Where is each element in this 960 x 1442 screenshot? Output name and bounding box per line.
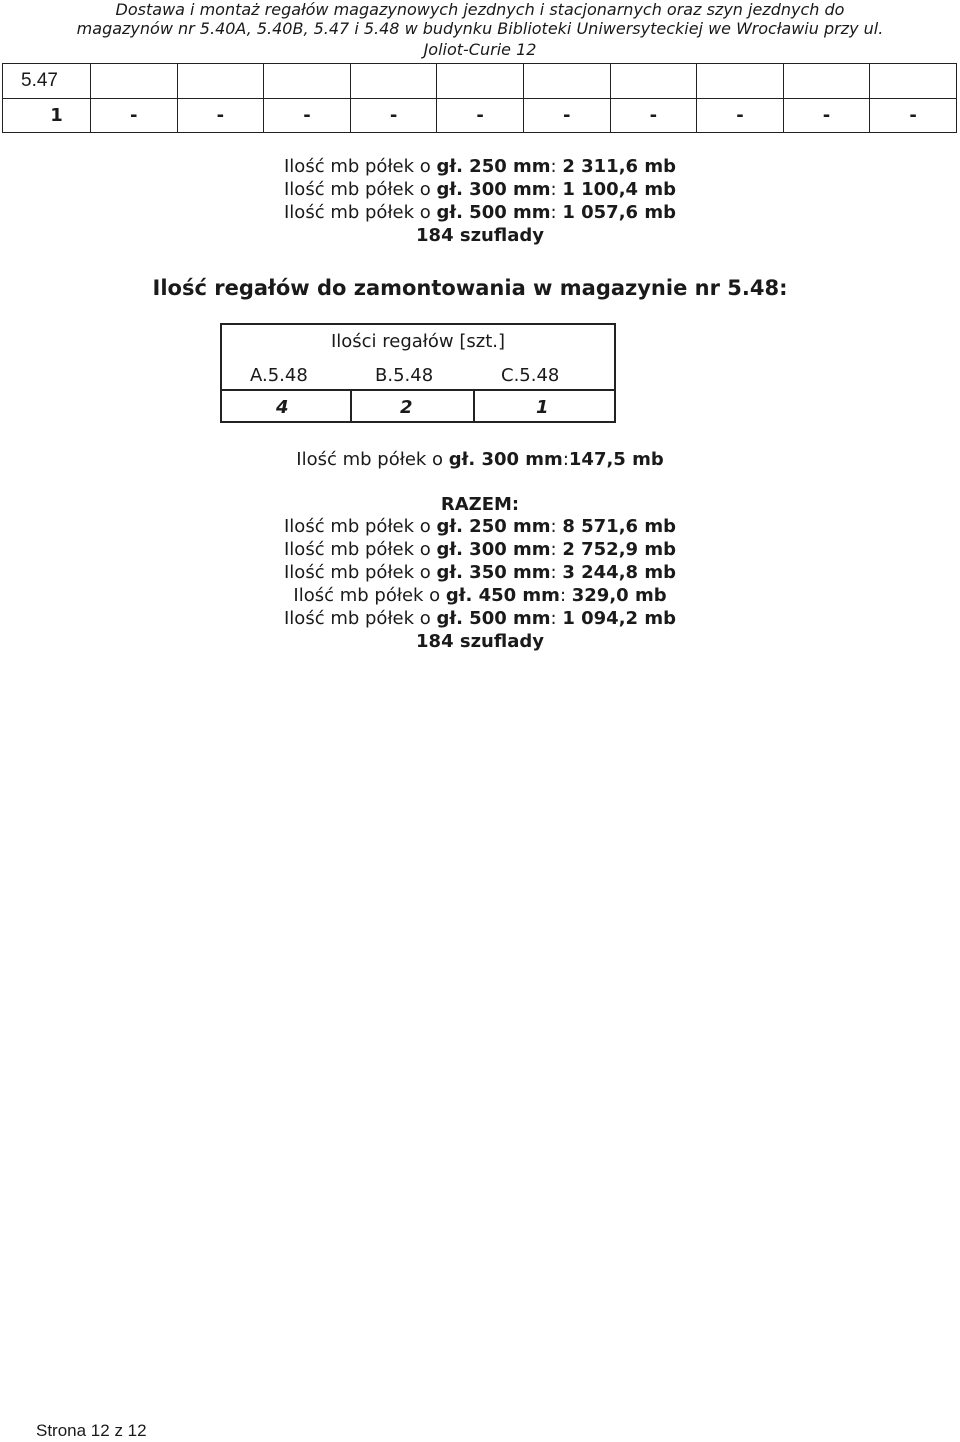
table-cell: -	[523, 99, 610, 133]
storage-547-table	[2, 63, 957, 133]
table-cell: -	[437, 99, 524, 133]
table-cell: -	[350, 99, 437, 133]
table-cell: 1	[536, 397, 549, 418]
table-cell: 2	[400, 397, 413, 418]
total-line: Ilość mb półek o gł. 250 mm: 8 571,6 mb	[284, 516, 676, 537]
table-header: Ilości regałów [szt.]	[330, 331, 506, 352]
header-line-3: Joliot-Curie 12	[423, 40, 537, 59]
table-cell: 1	[3, 99, 91, 133]
total-title: RAZEM:	[440, 494, 520, 515]
drawers-count: 184 szuflady	[416, 225, 544, 246]
table-cell: -	[91, 99, 178, 133]
table-cell: -	[610, 99, 697, 133]
total-line: Ilość mb półek o gł. 450 mm: 329,0 mb	[293, 585, 667, 606]
summary-line: Ilość mb półek o gł. 300 mm: 1 100,4 mb	[284, 179, 676, 200]
total-drawers: 184 szuflady	[416, 631, 544, 652]
total-line: Ilość mb półek o gł. 350 mm: 3 244,8 mb	[284, 562, 676, 583]
page-number: Strona 12 z 12	[36, 1421, 147, 1440]
storage-548-table	[220, 323, 616, 423]
table-cell: -	[783, 99, 870, 133]
table-cell: 4	[276, 397, 289, 418]
table-label-547: 5.47	[3, 64, 91, 99]
column-header: B.5.48	[375, 365, 434, 386]
table-cell: -	[697, 99, 784, 133]
summary-line: Ilość mb półek o gł. 500 mm: 1 057,6 mb	[284, 202, 676, 223]
total-line: Ilość mb półek o gł. 500 mm: 1 094,2 mb	[284, 608, 676, 629]
section-heading-548: Ilość regałów do zamontowania w magazynie nr 5.48:	[152, 276, 788, 300]
table-cell: -	[870, 99, 957, 133]
column-header: A.5.48	[250, 365, 308, 386]
total-line: Ilość mb półek o gł. 300 mm: 2 752,9 mb	[284, 539, 676, 560]
header-line-1: Dostawa i montaż regałów magazynowych jezdnych i stacjonarnych oraz szyn jezdnych do	[115, 0, 845, 19]
shelf-line-548: Ilość mb półek o gł. 300 mm:147,5 mb	[296, 449, 664, 470]
table-cell: -	[177, 99, 264, 133]
table-cell: -	[264, 99, 351, 133]
summary-line: Ilość mb półek o gł. 250 mm: 2 311,6 mb	[284, 156, 676, 177]
column-header: C.5.48	[501, 365, 560, 386]
header-line-2: magazynów nr 5.40A, 5.40B, 5.47 i 5.48 w budynku Biblioteki Uniwersyteckiej we Wrocławiu przy ul.	[76, 19, 884, 38]
